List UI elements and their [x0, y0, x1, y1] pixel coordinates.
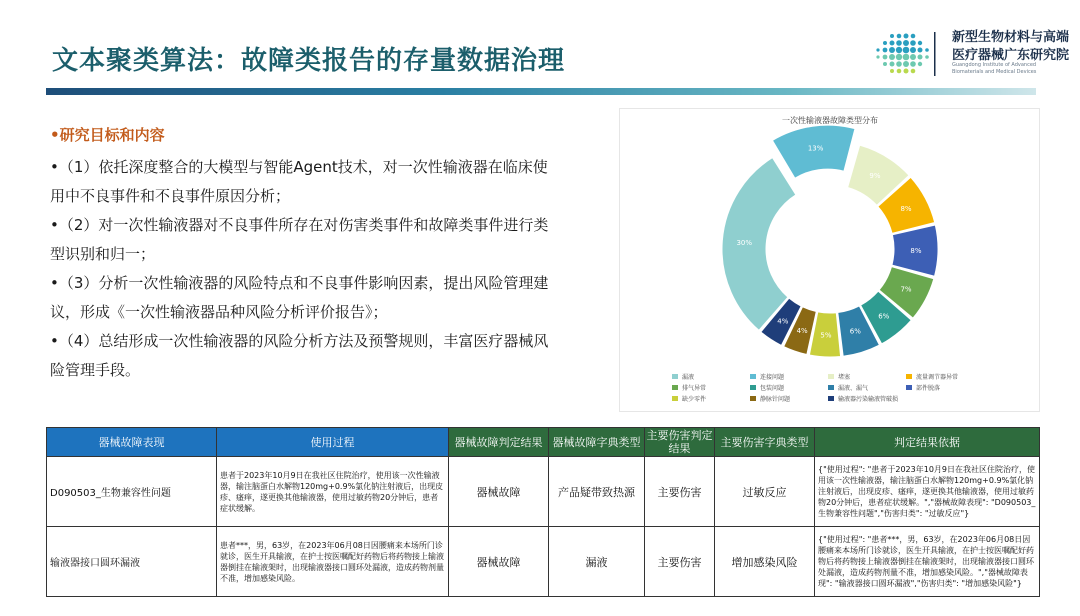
research-goals	[50, 124, 610, 385]
col-header-basis: 判定结果依据	[815, 428, 1040, 457]
bullet-line: •（3）分析一次性输液器的风险特点和不良事件影响因素，提出风险管理建	[50, 274, 549, 292]
cell-fault-type: 产品疑带致热源	[549, 457, 645, 527]
cell-fault: 输液器接口圆环漏液	[47, 527, 217, 597]
col-header-harm-result: 主要伤害判定结果	[646, 429, 713, 455]
cell-fault-type: 漏液	[549, 527, 645, 597]
table-header-row	[47, 428, 1040, 457]
slice-label: 30%	[736, 238, 753, 247]
cell-process: 患者于2023年10月9日在我社区住院治疗，使用该一次性输液器，输注脑蛋白水解物120mg+0.9%氯化钠注射液后，出现皮疹、瘙痒，遂更换其他输液器，使用过敏药物20分钟后，患者症状缓解。	[217, 457, 449, 527]
page-title: 文本聚类算法：故障类报告的存量数据治理	[52, 46, 566, 76]
slice-label: 6%	[878, 312, 890, 321]
legend-swatch	[750, 374, 756, 379]
slice-label: 8%	[910, 246, 922, 255]
slice-label: 8%	[900, 205, 912, 214]
legend-swatch	[906, 385, 912, 390]
bullet-line: •（4）总结形成一次性输液器的风险分析方法及预警规则，丰富医疗器械风	[50, 332, 549, 350]
fault-records-table	[46, 427, 1040, 597]
cell-harm-result: 主要伤害	[645, 457, 715, 527]
legend-label: 流量调节器异常	[916, 374, 959, 381]
bullet-line: 议，形成《一次性输液器品种风险分析评价报告》；	[50, 303, 388, 321]
legend-swatch	[750, 385, 756, 390]
donut-chart-svg	[620, 109, 1041, 413]
cell-fault: D090503_生物兼容性问题	[47, 457, 217, 527]
org-name-line1: 新型生物材料与高端	[952, 30, 1070, 45]
org-name-english: Guangdong Institute of Advanced Biomaterials and Medical Devices	[952, 62, 1037, 75]
institute-logo-icon	[870, 30, 942, 80]
bullet-line: 险管理手段。	[50, 361, 141, 379]
legend-label: 部件脱落	[916, 385, 941, 392]
slice-label: 4%	[796, 326, 808, 335]
org-name-line2: 医疗器械广东研究院	[952, 48, 1070, 63]
legend-swatch	[828, 396, 834, 401]
title-divider	[46, 88, 1036, 95]
col-header-process: 使用过程	[217, 428, 449, 457]
cell-harm-result: 主要伤害	[645, 527, 715, 597]
col-header-fault: 器械故障表现	[47, 428, 217, 457]
legend-label: 排气异常	[682, 385, 707, 392]
bullet-line: 型识别和归一；	[50, 245, 156, 263]
bullet-line: •（1）依托深度整合的大模型与智能Agent技术，对一次性输液器在临床使	[50, 158, 548, 176]
legend-swatch	[672, 396, 678, 401]
cell-process: 患者***，男，63岁，在2023年06月08日因腰痛来本场所门诊就诊，医生开具输液，在护士按医嘱配好药物后将药物接上输液器倒挂在输液架时，出现输液器接口圆环处漏液，造成药物剂量不准，增加感染风险。	[217, 527, 449, 597]
legend-label: 连接问题	[760, 374, 785, 381]
legend-swatch	[672, 374, 678, 379]
table-row	[47, 527, 1040, 597]
table-row	[47, 457, 1040, 527]
legend-label: 漏液	[682, 374, 695, 381]
legend-label: 堵塞	[838, 374, 851, 381]
slice-label: 13%	[807, 144, 824, 153]
col-header-fault-type: 器械故障字典类型	[549, 428, 645, 457]
cell-harm-type: 过敏反应	[715, 457, 815, 527]
legend-label: 缺少零件	[682, 396, 707, 403]
legend-label: 静脉针问题	[760, 396, 791, 403]
col-header-harm-type: 主要伤害字典类型	[715, 428, 815, 457]
section-heading: •研究目标和内容	[50, 126, 165, 144]
bullet-line: •（2）对一次性输液器对不良事件所存在对伤害类事件和故障类事件进行类	[50, 216, 549, 234]
legend-swatch	[828, 385, 834, 390]
cell-fault-result: 器械故障	[449, 527, 549, 597]
fault-type-chart	[619, 108, 1040, 412]
slice-label: 6%	[849, 327, 861, 336]
col-header-fault-result: 器械故障判定结果	[449, 428, 549, 457]
chart-title: 一次性输液器故障类型分布	[782, 116, 878, 125]
cell-fault-result: 器械故障	[449, 457, 549, 527]
slice-label: 9%	[869, 172, 881, 181]
legend-label: 漏液、漏气	[838, 385, 869, 392]
cell-basis: {"使用过程": "患者***，男，63岁，在2023年06月08日因腰痛来本场所门诊就诊，医生开具输液，在护士按医嘱配好药物后将药物接上输液器倒挂在输液架时，出现输液器接口圆环处漏液，造成药物剂量不准，增加感染风险。","器械故障表现": "输液器接口圆环漏液","伤害归类": "增加感染风险"}	[815, 527, 1040, 597]
legend-swatch	[750, 396, 756, 401]
cell-harm-type: 增加感染风险	[715, 527, 815, 597]
bullet-line: 用中不良事件和不良事件原因分析；	[50, 187, 291, 205]
slice-label: 7%	[900, 285, 912, 294]
legend-label: 包装问题	[760, 385, 785, 392]
cell-basis: {"使用过程": "患者于2023年10月9日在我社区住院治疗，使用该一次性输液器，输注脑蛋白水解物120mg+0.9%氯化钠注射液后，出现皮疹、瘙痒，遂更换其他输液器，使用过敏药物20分钟后，患者症状缓解。","器械故障表现": "D090503_生物兼容性问题","伤害归类": "过敏反应"}	[815, 457, 1040, 527]
legend-label: 输液器污染输液管破损	[838, 396, 899, 403]
slice-label: 5%	[820, 331, 832, 340]
legend-swatch	[828, 374, 834, 379]
legend-swatch	[672, 385, 678, 390]
slice-label: 4%	[777, 317, 789, 326]
legend-swatch	[906, 374, 912, 379]
